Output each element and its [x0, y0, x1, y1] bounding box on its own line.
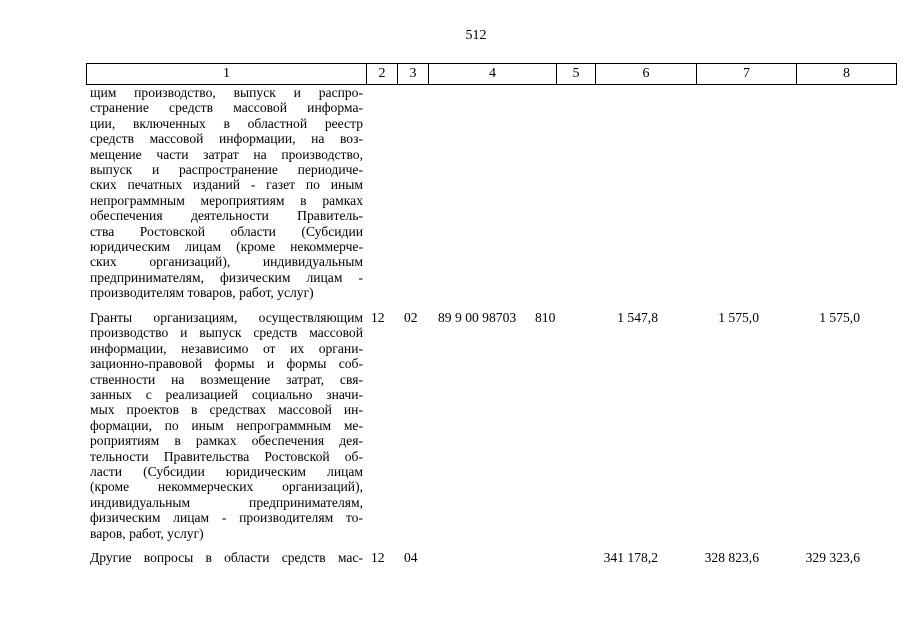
- description-line: занных с реализацией социально значи-: [90, 387, 363, 403]
- section-code: 12: [371, 310, 385, 325]
- amount-column-6: 341 178,2: [603, 550, 658, 565]
- description-line: щим производство, выпуск и распро-: [90, 85, 363, 100]
- description-line: производство и выпуск средств массовой: [90, 325, 363, 341]
- row-description: [90, 550, 363, 565]
- amount-column-8: 1 575,0: [819, 310, 860, 325]
- description-line: формации, по иным непрограммным ме-: [90, 417, 363, 433]
- description-line: (кроме некоммерческих организаций),: [90, 479, 363, 495]
- description-line: средств массовой информации, на воз-: [90, 131, 363, 147]
- description-line: индивидуальным предпринимателям,: [90, 494, 363, 510]
- row-description: [90, 310, 363, 541]
- description-line: предпринимателям, физическим лицам -: [90, 269, 363, 285]
- description-line: мещение части затрат на производство,: [90, 146, 363, 162]
- description-line: выпуск и распространение периодиче-: [90, 162, 363, 178]
- description-line: ласти (Субсидии юридическим лицам: [90, 464, 363, 480]
- description-line: непрограммным мероприятиям в рамках: [90, 192, 363, 208]
- description-line: мых проектов в средствах массовой ин-: [90, 402, 363, 418]
- subsection-code: 02: [404, 310, 418, 325]
- subsection-code: 04: [404, 550, 418, 565]
- column-header-8: 8: [797, 64, 897, 85]
- description-line: ских организаций), индивидуальным: [90, 254, 363, 270]
- description-line: Другие вопросы в области средств мас-: [90, 550, 363, 565]
- page-number: 512: [465, 28, 487, 43]
- column-header-1: 1: [87, 64, 367, 85]
- column-header-6: 6: [596, 64, 697, 85]
- column-header-5: 5: [557, 64, 596, 85]
- column-header-table: [86, 63, 897, 85]
- row-description: [90, 85, 363, 301]
- description-line: роприятиям в рамках обеспечения дея-: [90, 433, 363, 449]
- description-line: юридическим лицам (кроме некоммерче-: [90, 239, 363, 255]
- description-line: физическим лицам - производителям то-: [90, 510, 363, 526]
- amount-column-7: 1 575,0: [718, 310, 759, 325]
- description-line: ства Ростовской области (Субсидии: [90, 223, 363, 239]
- description-line: ции, включенных в областной реестр: [90, 115, 363, 131]
- description-line: ственности на возмещение затрат, свя-: [90, 371, 363, 387]
- description-line: варов, работ, услуг): [90, 525, 204, 541]
- column-header-3: 3: [398, 64, 429, 85]
- description-line: зационно-правовой формы и формы соб-: [90, 356, 363, 372]
- description-line: Гранты организациям, осуществляющим: [90, 310, 363, 325]
- description-line: тельности Правительства Ростовской об-: [90, 448, 363, 464]
- description-line: обеспечения деятельности Правитель-: [90, 208, 363, 224]
- column-header-7: 7: [697, 64, 797, 85]
- expense-type-code: 810: [535, 310, 556, 325]
- column-header-2: 2: [367, 64, 398, 85]
- target-article-code: 89 9 00 98703: [438, 310, 517, 325]
- amount-column-7: 328 823,6: [704, 550, 759, 565]
- description-line: ских печатных изданий - газет по иным: [90, 177, 363, 193]
- column-header-4: 4: [429, 64, 557, 85]
- section-code: 12: [371, 550, 385, 565]
- description-line: странение средств массовой информа-: [90, 100, 363, 116]
- column-header-row: [87, 64, 897, 85]
- description-line: производителям товаров, работ, услуг): [90, 285, 314, 301]
- amount-column-8: 329 323,6: [805, 550, 860, 565]
- description-line: информации, независимо от их органи-: [90, 340, 363, 356]
- amount-column-6: 1 547,8: [617, 310, 658, 325]
